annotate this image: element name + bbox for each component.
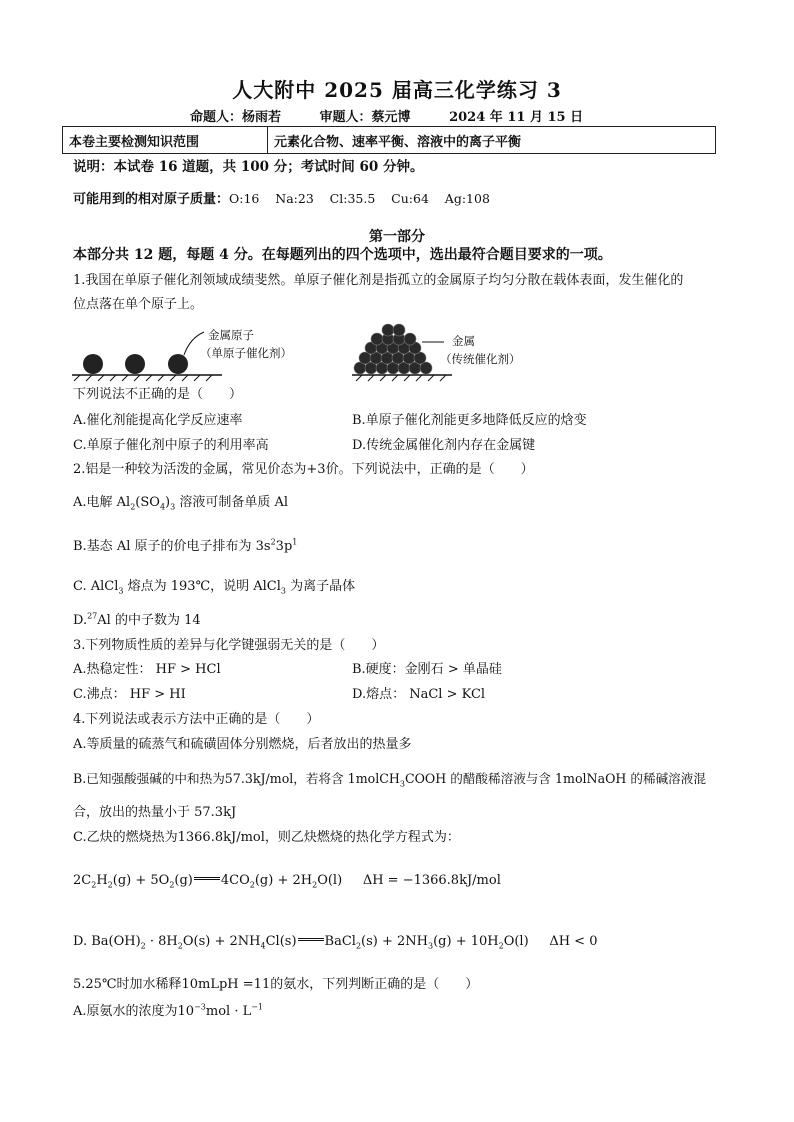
label-metal-atom: 金属原子	[208, 328, 254, 342]
q4-option-b-line1: B.已知强酸强碱的中和热为57.3kJ/mol，若将含 1molCH$_3$COOH 的醋酸稀溶液与含 1molNaOH 的稀碱溶液混	[73, 771, 706, 789]
q4-stem: 4.下列说法或表示方法中正确的是（ ）	[73, 712, 320, 727]
section-title: 第一部分	[369, 229, 425, 245]
q3-option-c: C.沸点： HF > HI	[73, 687, 186, 702]
metal-cluster	[354, 324, 432, 374]
exam-note: 说明：本试卷 16 道题，共 100 分；考试时间 60 分钟。	[73, 159, 424, 175]
q1-option-a: A.催化剂能提高化学反应速率	[73, 413, 243, 428]
label-metal: 金属	[452, 334, 475, 348]
q2-option-b: B.基态 Al 原子的价电子排布为 $3s^23p^1$	[73, 537, 298, 554]
q5-stem: 5.25℃时加水稀释10mLpH =11的氨水，下列判断正确的是（ ）	[73, 977, 479, 992]
section-intro: 本部分共 12 题，每题 4 分。在每题列出的四个选项中，选出最符合题目要求的一项。	[73, 247, 612, 263]
q5-option-a: A.原氨水的浓度为$10^{-3}mol \cdot L^{-1}$	[73, 1002, 264, 1019]
q4-option-d: D. $Ba(OH)_2 \cdot 8H_2O(s) + 2NH_4Cl(s)$ BaCl$_2$(s) + $2NH_3(g) + 10H_2O(l)$ ΔH < 0	[73, 934, 598, 951]
q4-option-a: A.等质量的硫蒸气和硫磺固体分别燃烧，后者放出的热量多	[73, 737, 412, 752]
exam-date: 2024 年 11 月 15 日	[449, 110, 584, 125]
label-traditional-catalyst: （传统催化剂）	[440, 352, 521, 366]
q2-option-a: A.电解 $Al_2(SO_4)_3$ 溶液可制备单质 Al	[73, 495, 289, 512]
q2-stem: 2.铝是一种较为活泼的金属，常见价态为+3价。下列说法中，正确的是（ ）	[73, 462, 534, 477]
q4-option-b-line2: 合，放出的热量小于 57.3kJ	[73, 805, 237, 820]
q3-option-b: B.硬度：金刚石 > 单晶硅	[352, 662, 502, 677]
q1-option-c: C.单原子催化剂中原子的利用率高	[73, 438, 269, 453]
metal-atom	[125, 354, 145, 374]
label-single-atom-catalyst: （单原子催化剂）	[200, 346, 292, 360]
scope-table	[62, 126, 716, 154]
atomic-mass-line	[73, 190, 490, 209]
scope-label: 本卷主要检测知识范围	[63, 127, 268, 153]
metal-atom	[168, 354, 188, 374]
atomic-mass-values: O:16 Na:23 Cl:35.5 Cu:64 Ag:108	[229, 191, 490, 206]
support-hatch-left	[74, 375, 212, 381]
metal-atom	[83, 354, 103, 374]
q4-option-c: C.乙炔的燃烧热为1366.8kJ/mol，则乙炔燃烧的热化学方程式为：	[73, 830, 460, 845]
atomic-mass-label: 可能用到的相对原子质量：	[73, 192, 230, 207]
q2-option-d: D.$^{27}$Al 的中子数为 14	[73, 611, 201, 628]
page-title: 人大附中 2025 届高三化学练习 3	[232, 78, 562, 102]
q1-stem-line2: 位点落在单个原子上。	[73, 297, 204, 312]
q2-option-c: C. AlCl$_3$ 熔点为 193℃，说明 AlCl$_3$ 为离子晶体	[73, 579, 356, 596]
author-line	[190, 106, 617, 125]
q4-option-c-equation: $2C_2H_2(g) + 5O_2(g) 4CO_2(g) + 2H_2O(l)$ ΔH = −1366.8kJ/mol	[73, 873, 501, 890]
support-hatch-right	[356, 375, 446, 381]
q3-option-a: A.热稳定性： HF > HCl	[73, 662, 221, 677]
q3-stem: 3.下列物质性质的差异与化学键强弱无关的是（ ）	[73, 638, 385, 653]
q1-option-b: B.单原子催化剂能更多地降低反应的焓变	[352, 413, 587, 428]
author: 命题人：杨雨若	[190, 110, 282, 125]
q4-c-delta-h: ΔH = −1366.8kJ/mol	[362, 873, 501, 888]
q3-option-d: D.熔点： NaCl > KCl	[352, 687, 486, 702]
reviewer: 审题人：蔡元博	[319, 110, 411, 125]
q1-option-d: D.传统金属催化剂内存在金属键	[352, 438, 536, 453]
q1-question: 下列说法不正确的是（ ）	[73, 387, 243, 402]
q4-d-delta-h: ΔH < 0	[549, 934, 598, 949]
scope-value: 元素化合物、速率平衡、溶液中的离子平衡	[274, 135, 522, 150]
q1-stem-line1: 1.我国在单原子催化剂领域成绩斐然。单原子催化剂是指孤立的金属原子均匀分散在载体表面，发生催化的	[73, 273, 684, 288]
